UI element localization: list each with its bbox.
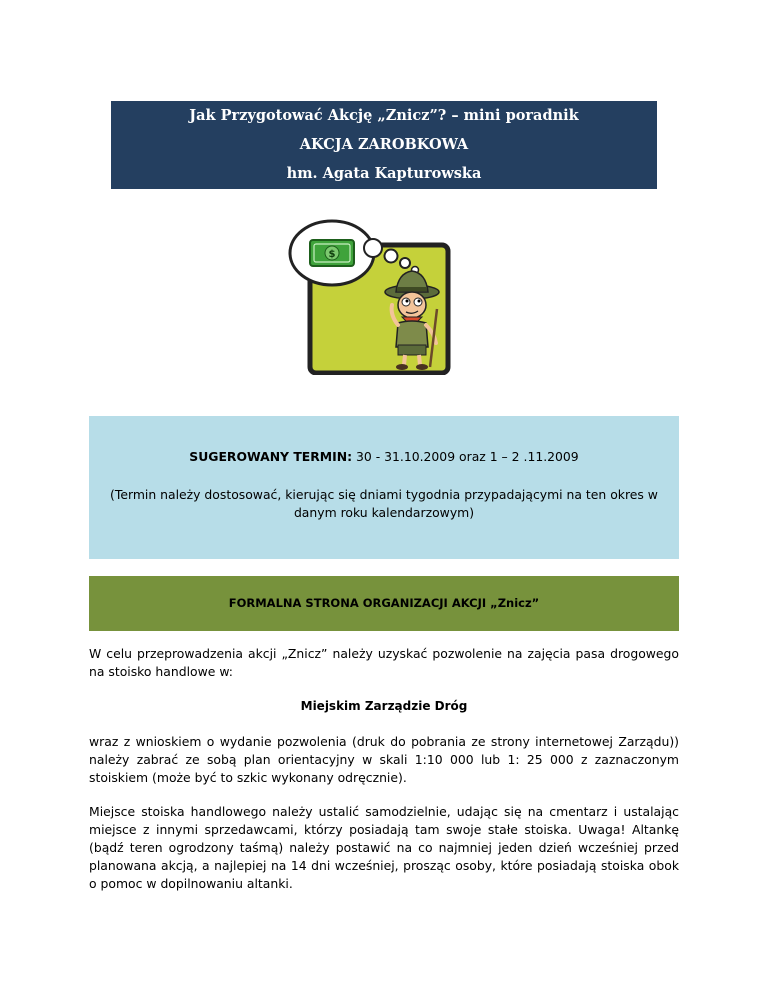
suggested-date-value: 30 - 31.10.2009 oraz 1 – 2 .11.2009 bbox=[352, 449, 579, 464]
document-title: Jak Przygotować Akcję „Znicz”? – mini poradnik bbox=[189, 107, 579, 124]
paragraph-stand-location: Miejsce stoiska handlowego należy ustalić samodzielnie, udając się na cmentarz i ustalając miejsce z innymi sprzedawcami, którzy posiadają tam swoje stałe stoiska. Uwaga! Altankę (bądź teren ogrodzony taśmą) należy postawić na co najmniej jeden dzień wcześniej przed planowana akcją, a najlepiej na 14 dni wcześniej, prosząc osoby, które posiadają stoiska obok o pomoc w dopilnowaniu altanki. bbox=[89, 804, 679, 891]
document-subtitle: AKCJA ZAROBKOWA bbox=[299, 136, 469, 153]
scout-thinking-money-icon bbox=[280, 205, 490, 375]
paragraph-permit: W celu przeprowadzenia akcji „Znicz” należy uzyskać pozwolenie na zajęcia pasa drogowego na stoisko handlowe w: bbox=[89, 646, 679, 679]
document-author: hm. Agata Kapturowska bbox=[286, 165, 482, 182]
formal-heading-text: FORMALNA STRONA ORGANIZACJI AKCJI „Znicz” bbox=[228, 596, 540, 610]
formal-section-heading bbox=[89, 576, 679, 631]
institution-name: Miejskim Zarządzie Dróg bbox=[300, 699, 468, 713]
suggested-date-box bbox=[89, 416, 679, 559]
banknote-icon bbox=[310, 240, 354, 266]
suggested-date-line bbox=[89, 448, 679, 466]
suggested-date-label: SUGEROWANY TERMIN: bbox=[189, 449, 353, 464]
suggested-date-note: (Termin należy dostosować, kierując się dniami tygodnia przypadającymi na ten okres w danym roku kalendarzowym) bbox=[110, 487, 658, 520]
svg-text:$: $ bbox=[328, 249, 336, 260]
paragraph-application: wraz z wnioskiem o wydanie pozwolenia (druk do pobrania ze strony internetowej Zarządu)) należy zabrać ze sobą plan orientacyjny w skali 1:10 000 lub 1: 25 000 z zaznaczonym stoiskiem (może być to szkic wykonany odręcznie). bbox=[89, 734, 679, 785]
document-header bbox=[111, 101, 657, 189]
